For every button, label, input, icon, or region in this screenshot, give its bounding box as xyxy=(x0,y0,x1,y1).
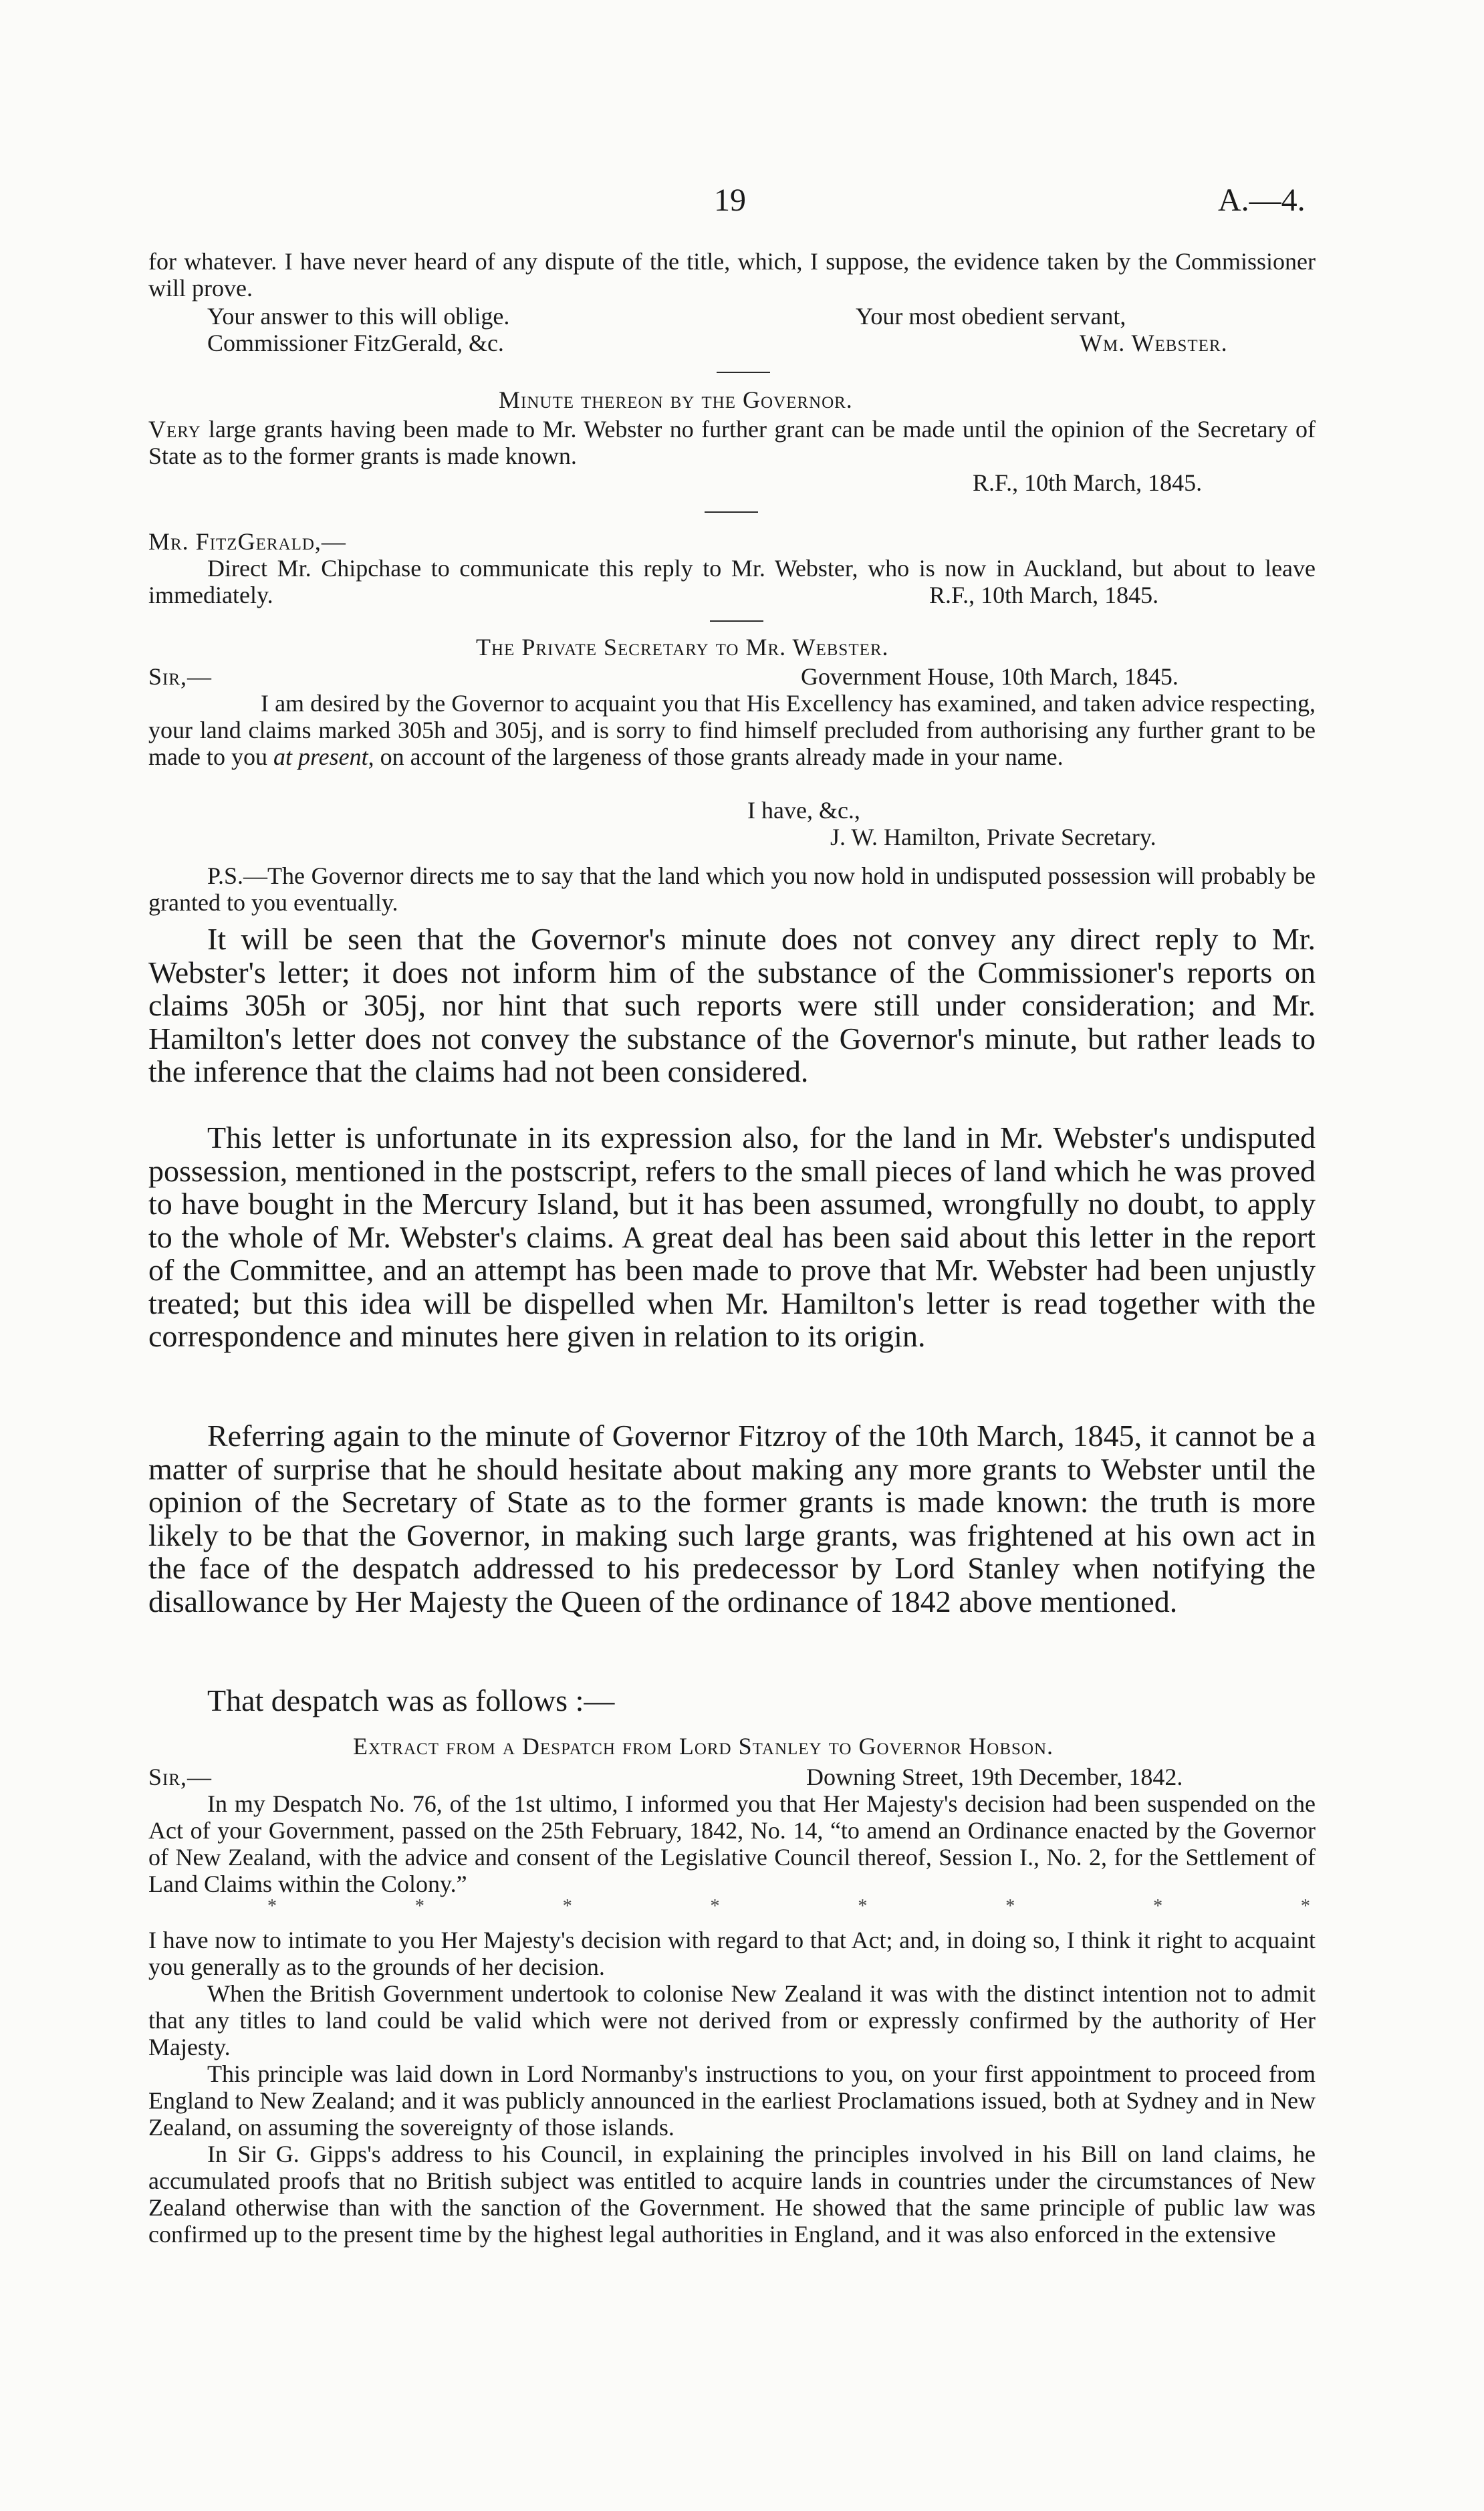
private-secretary-postscript: P.S.—The Governor directs me to say that the land which you now hold in undisputed possession will probably be granted to you eventually. xyxy=(148,862,1316,916)
private-secretary-body: I am desired by the Governor to acquaint you that His Excellency has examined, and taken advice respecting, your land claims marked 305h and 305j, and is sorry to find himself precluded from authorising any further grant to be made to you at present, on account of the largeness of those grants already made in your name. xyxy=(148,690,1316,770)
governor-minute-heading: Minute thereon by the Governor. xyxy=(499,386,853,413)
despatch-paragraph-2: I have now to intimate to you Her Majesty's decision with regard to that Act; and, in doing so, I think it right to acquaint you generally as to the grounds of her decision. xyxy=(148,1927,1316,1980)
despatch-paragraph-1: In my Despatch No. 76, of the 1st ultimo, I informed you that Her Majesty's decision had been suspended on the Act of your Government, passed on the 25th February, 1842, No. 14, “to amend an Ordinance enacted by the Governor of New Zealand, with the advice and consent of the Legislative Council thereof, Session I., No. 2, for the Settlement of Land Claims within the Colony.” xyxy=(148,1790,1316,1897)
governor-minute-text: large grants having been made to Mr. Webster no further grant can be made until the opinion of the Secretary of State as to the former grants is made known. xyxy=(148,416,1316,469)
fitzgerald-signoff: R.F., 10th March, 1845. xyxy=(929,582,1159,608)
section-divider xyxy=(717,372,770,373)
despatch-place-date: Downing Street, 19th December, 1842. xyxy=(806,1764,1183,1790)
private-secretary-salutation: Sir,— xyxy=(148,663,213,690)
governor-minute-body xyxy=(148,416,1316,469)
governor-minute-signoff: R.F., 10th March, 1845. xyxy=(973,469,1203,496)
webster-addressee: Commissioner FitzGerald, &c. xyxy=(207,330,504,356)
commentary-paragraph-2: This letter is unfortunate in its expression also, for the land in Mr. Webster's undisputed possession, mentioned in the postscript, refers to the small pieces of land which he was proved to have bought in the Mercury Island, but it has been assumed, wrongfully no doubt, to apply to the whole of Mr. Webster's claims. A great deal has been said about this letter in the report of the Committee, and an attempt has been made to prove that Mr. Webster had been unjustly treated; but this idea will be dispelled when Mr. Hamilton's letter is read together with the correspondence and minutes here given in relation to its origin. xyxy=(148,1120,1316,1353)
section-divider xyxy=(710,620,763,622)
omission-stars: * * * * * * * * xyxy=(267,1896,1310,1917)
private-secretary-heading: The Private Secretary to Mr. Webster. xyxy=(476,634,889,661)
fitzgerald-salutation: Mr. FitzGerald,— xyxy=(148,528,346,555)
webster-closing-right: Your most obedient servant, xyxy=(856,303,1126,330)
despatch-heading: Extract from a Despatch from Lord Stanley to Governor Hobson. xyxy=(353,1733,1054,1760)
section-divider xyxy=(705,511,758,513)
document-code: A.—4. xyxy=(1218,183,1306,218)
governor-minute-lead: Very xyxy=(148,416,201,443)
commentary-paragraph-4: That despatch was as follows :— xyxy=(207,1683,615,1717)
commentary-paragraph-3: Referring again to the minute of Governor Fitzroy of the 10th March, 1845, it cannot be a matter of surprise that he should hesitate about making any more grants to Webster until the opinion of the Secretary of State as to the former grants is made known: the truth is more likely to be that the Governor, in making such large grants, was frightened at his own act in the face of the despatch addressed to his predecessor by Lord Stanley when notifying the disallowance by Her Majesty the Queen of the ordinance of 1842 above mentioned. xyxy=(148,1419,1316,1619)
webster-letter-body: for whatever. I have never heard of any dispute of the title, which, I suppose, the evidence taken by the Commissioner will prove. xyxy=(148,248,1316,302)
despatch-paragraph-5: In Sir G. Gipps's address to his Council, in explaining the principles involved in his Bill on land claims, he accumulated proofs that no British subject was entitled to acquire lands in countries under the circumstances of New Zealand otherwise than with the sanction of the Government. He showed that the same principle of public law was confirmed up to the present time by the highest legal authorities in England, and it was also enforced in the extensive xyxy=(148,2141,1316,2248)
commentary-paragraph-1: It will be seen that the Governor's minute does not convey any direct reply to Mr. Webster's letter; it does not inform him of the substance of the Commissioner's reports on claims 305h or 305j, nor hint that such reports were still under consideration; and Mr. Hamilton's letter does not convey the substance of the Governor's minute, but rather leads to the inference that the claims had not been considered. xyxy=(148,922,1316,1088)
despatch-paragraph-3: When the British Government undertook to colonise New Zealand it was with the distinct intention not to admit that any titles to land could be valid which were not derived from or expressly confirmed by the authority of Her Majesty. xyxy=(148,1980,1316,2060)
webster-closing-left: Your answer to this will oblige. xyxy=(207,303,510,330)
webster-signature: Wm. Webster. xyxy=(1080,330,1228,356)
private-secretary-closing: I have, &c., xyxy=(747,797,860,824)
private-secretary-signature: J. W. Hamilton, Private Secretary. xyxy=(830,824,1156,850)
private-secretary-place-date: Government House, 10th March, 1845. xyxy=(801,663,1179,690)
despatch-salutation: Sir,— xyxy=(148,1764,213,1790)
fitzgerald-minute-body: Direct Mr. Chipchase to communicate this reply to Mr. Webster, who is now in Auckland, but about to leave immediately. xyxy=(148,555,1316,608)
page-number: 19 xyxy=(714,183,746,218)
emphasis-at-present: at present xyxy=(273,743,368,770)
despatch-paragraph-4: This principle was laid down in Lord Normanby's instructions to you, on your first appointment to proceed from England to New Zealand; and it was publicly announced in the earliest Proclamations issued, both at Sydney and in New Zealand, on assuming the sovereignty of those islands. xyxy=(148,2060,1316,2141)
